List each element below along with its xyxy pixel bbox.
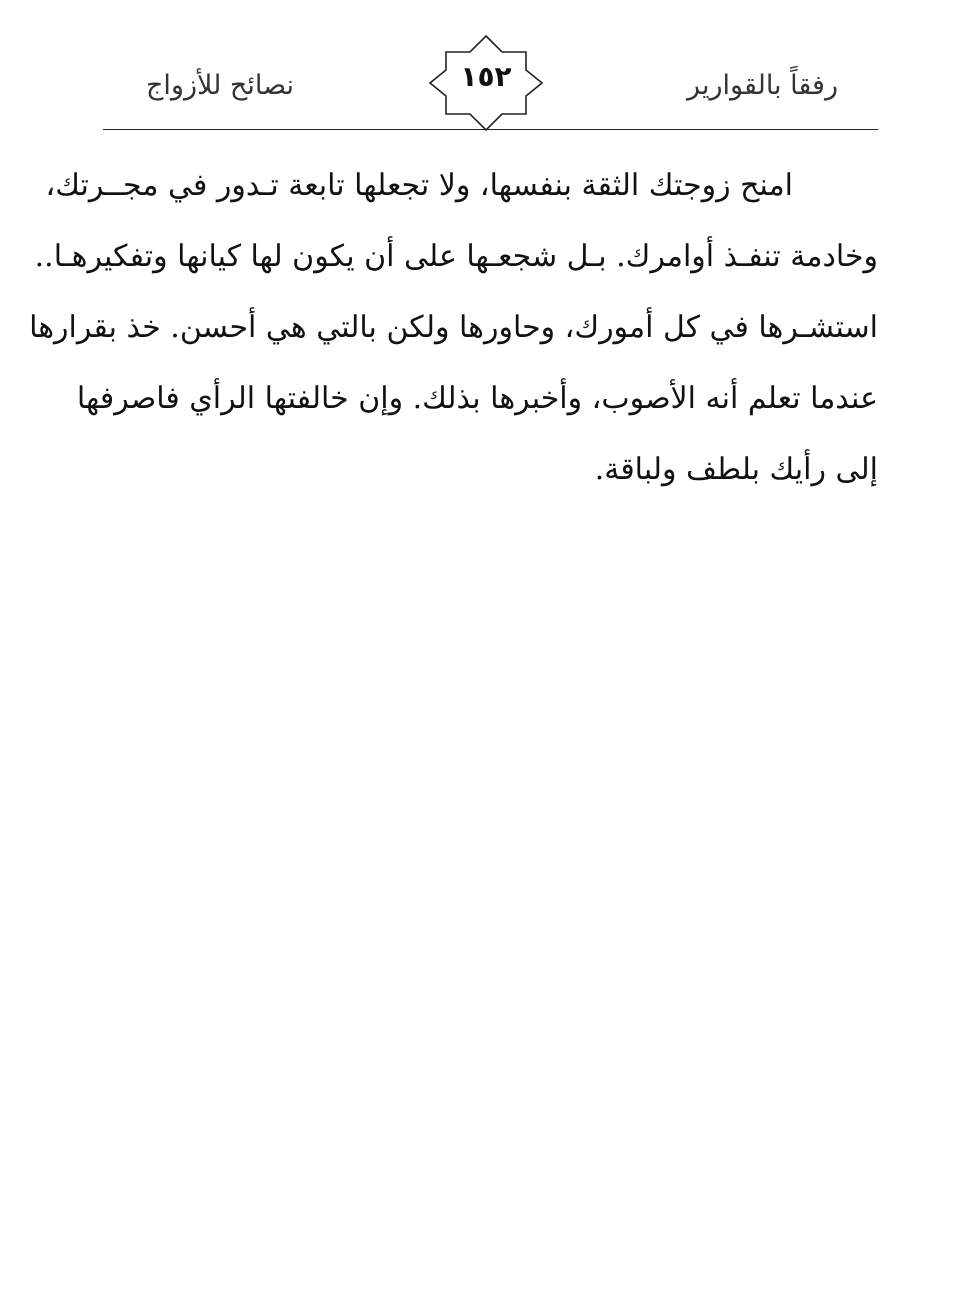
header-divider [103, 129, 878, 130]
book-title: رفقاً بالقوارير [687, 70, 838, 101]
paragraph-line: إلى رأيك بلطف ولباقة. [594, 452, 878, 487]
paragraph-line: وخادمة تنفـذ أوامرك. بـل شجعـها على أن يكون لها كيانها وتفكيرهـا.. [34, 239, 878, 274]
page-header [0, 0, 980, 132]
paragraph-line: عندما تعلم أنه الأصوب، وأخبرها بذلك. وإن خالفتها الرأي فاصرفها [76, 381, 878, 416]
page-number: ١٥٢ [460, 60, 512, 93]
body-paragraph [29, 150, 878, 505]
paragraph-line: امنح زوجتك الثقة بنفسها، ولا تجعلها تابعة تـدور في مجــرتك، [45, 168, 793, 203]
page-number-badge [428, 34, 544, 132]
paragraph-line: استشـرها في كل أمورك، وحاورها ولكن بالتي هي أحسن. خذ بقرارها [29, 310, 878, 345]
section-title: نصائح للأزواج [146, 70, 295, 101]
